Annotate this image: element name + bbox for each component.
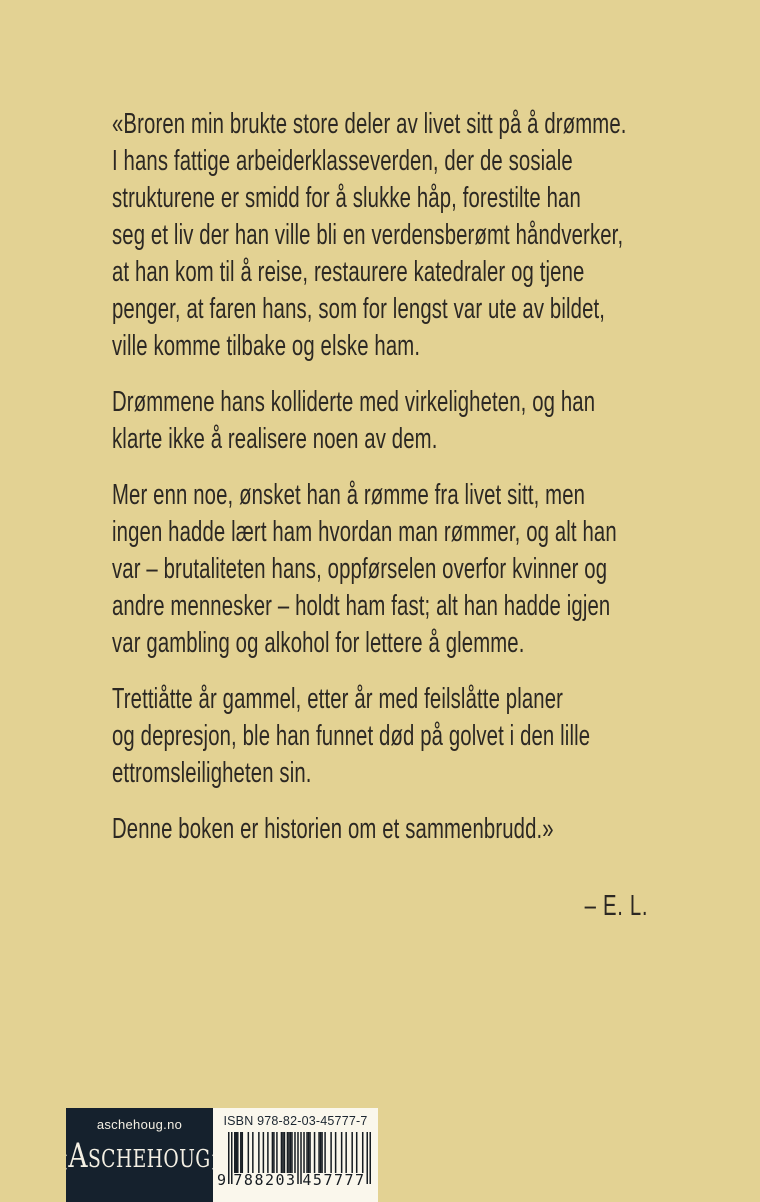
blurb-line: Mer enn noe, ønsket han å rømme fra livet sitt, men <box>112 479 586 511</box>
blurb-line: «Broren min brukte store deler av livet sitt på å drømme. <box>112 108 627 140</box>
barcode-digit-group: 457777 <box>302 1171 366 1189</box>
blurb-text-block <box>112 106 648 925</box>
isbn-label: ISBN 978-82-03-45777-7 <box>223 1114 368 1128</box>
blurb-line: var – brutaliteten hans, oppførselen overfor kvinner og <box>112 553 608 585</box>
publisher-logo-box <box>66 1108 213 1202</box>
blurb-paragraph <box>112 384 648 458</box>
publisher-logo <box>68 1136 211 1176</box>
blurb-line: at han kom til å reise, restaurere katedraler og tjene <box>112 256 585 288</box>
blurb-paragraph <box>112 477 648 662</box>
barcode-digit-group: 788203 <box>233 1171 297 1189</box>
blurb-paragraph <box>112 681 648 792</box>
author-initials: – E. L. <box>584 890 649 922</box>
blurb-line: og depresjon, ble han funnet død på golvet i den lille <box>112 720 591 752</box>
barcode-digit-group: 9 <box>217 1171 227 1189</box>
blurb-paragraph <box>112 106 648 365</box>
blurb-line: ettromsleiligheten sin. <box>112 757 312 789</box>
barcode <box>217 1132 374 1198</box>
blurb-line: var gambling og alkohol for lettere å glemme. <box>112 627 525 659</box>
blurb-paragraph <box>112 811 648 848</box>
publisher-website: aschehoug.no <box>96 1117 183 1132</box>
blurb-line: penger, at faren hans, som for lengst var ute av bildet, <box>112 293 606 325</box>
blurb-line: Drømmene hans kolliderte med virkeligheten, og han <box>112 386 596 418</box>
publisher-name: ASCHEHOUG <box>68 1136 211 1176</box>
blurb-line: strukturene er smidd for å slukke håp, forestilte han <box>112 182 581 214</box>
blurb-line: Trettiåtte år gammel, etter år med feilslåtte planer <box>112 683 564 715</box>
isbn-barcode-box <box>213 1108 378 1202</box>
blurb-line: andre mennesker – holdt ham fast; alt han hadde igjen <box>112 590 611 622</box>
blurb-line: I hans fattige arbeiderklasseverden, der de sosiale <box>112 145 573 177</box>
blurb-line: ingen hadde lært ham hvordan man rømmer, og alt han <box>112 516 617 548</box>
blurb-line: ville komme tilbake og elske ham. <box>112 330 421 362</box>
blurb-paragraphs <box>112 106 648 848</box>
blurb-line: Denne boken er historien om et sammenbrudd.» <box>112 813 554 845</box>
blurb-line: seg et liv der han ville bli en verdensberømt håndverker, <box>112 219 624 251</box>
blurb-line: klarte ikke å realisere noen av dem. <box>112 423 438 455</box>
